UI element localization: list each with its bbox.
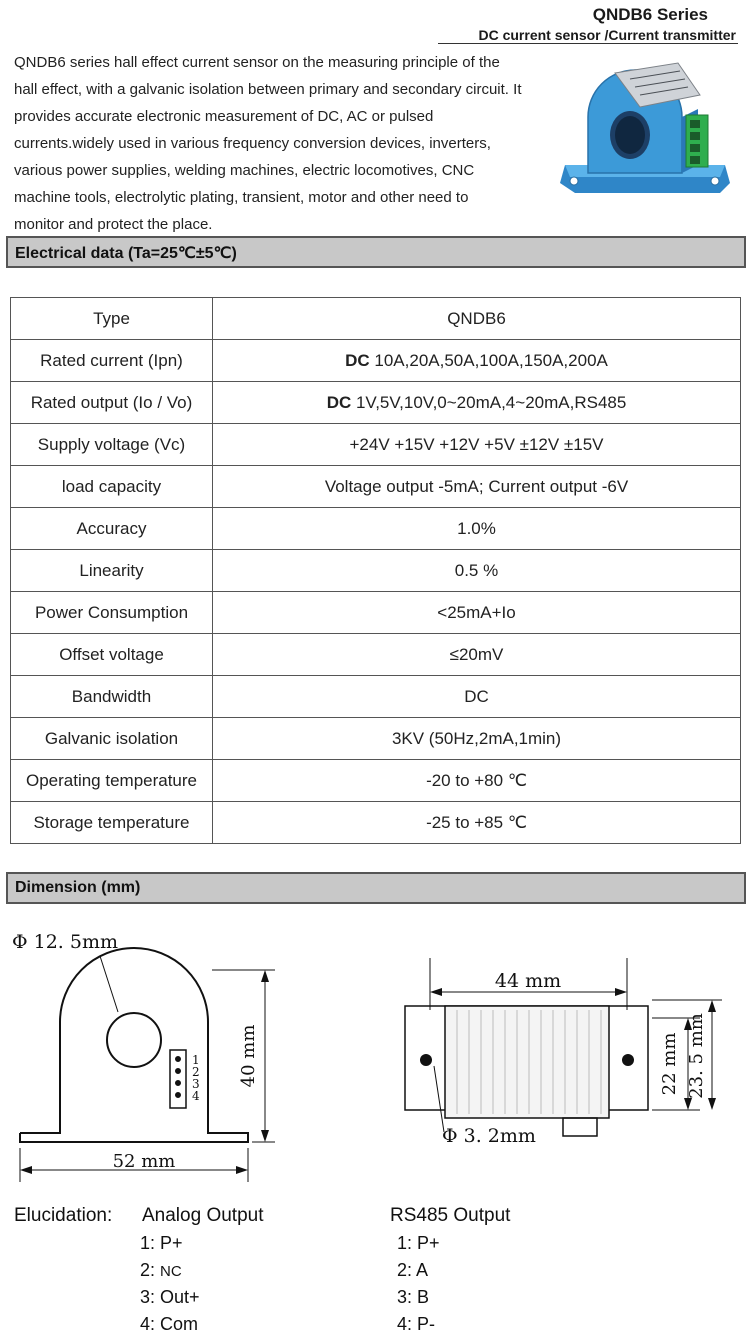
- rs485-pin-4: 4: P-: [397, 1314, 436, 1334]
- spec-row: [11, 592, 741, 634]
- spec-value: [213, 382, 741, 424]
- spec-value: [213, 298, 741, 340]
- spec-label: Operating temperature: [11, 760, 213, 802]
- spec-value-text: -20 to +80 ℃: [426, 770, 527, 790]
- spec-value-text: Voltage output -5mA; Current output -6V: [324, 476, 629, 496]
- spec-value-text: 1V,5V,10V,0~20mA,4~20mA,RS485: [351, 392, 627, 412]
- top-height-23-label: 23. 5 mm: [686, 1013, 707, 1099]
- spec-label: Galvanic isolation: [11, 718, 213, 760]
- intro-line: monitor and protect the place.: [14, 216, 213, 233]
- spec-label: Accuracy: [11, 508, 213, 550]
- intro-line: currents.widely used in various frequency conversion devices, inverters,: [14, 135, 491, 152]
- spec-label: Linearity: [11, 550, 213, 592]
- series-subtitle: DC current sensor /Current transmitter: [478, 27, 736, 43]
- rs485-pin-1: 1: P+: [397, 1233, 440, 1253]
- spec-value: [213, 508, 741, 550]
- spec-value: [213, 550, 741, 592]
- intro-line: various power supplies, welding machines, electric locomotives, CNC: [14, 162, 475, 179]
- top-view: [405, 958, 722, 1147]
- spec-prefix: DC: [345, 350, 370, 370]
- pin-label: 2: [192, 1065, 200, 1079]
- height-label: 40 mm: [238, 1024, 259, 1088]
- spec-value: [213, 340, 741, 382]
- dimension-drawing: [0, 920, 750, 1190]
- spec-label: Rated output (Io / Vo): [11, 382, 213, 424]
- spec-value: [213, 466, 741, 508]
- header-divider: [438, 43, 738, 44]
- spec-prefix: DC: [326, 392, 352, 412]
- spec-row: [11, 718, 741, 760]
- spec-row: [11, 298, 741, 340]
- spec-value-text: 3KV (50Hz,2mA,1min): [391, 728, 562, 748]
- front-view: [12, 931, 275, 1182]
- spec-value: [213, 592, 741, 634]
- spec-value-text: <25mA+Io: [437, 602, 516, 622]
- spec-value-text: 1.0%: [457, 518, 496, 538]
- spec-label: Rated current (Ipn): [11, 340, 213, 382]
- spec-label: Bandwidth: [11, 676, 213, 718]
- spec-value-text: ≤20mV: [449, 644, 504, 664]
- spec-row: [11, 466, 741, 508]
- spec-value-text: +24V +15V +12V +5V ±12V ±15V: [349, 434, 604, 454]
- pin-label: 3: [192, 1077, 200, 1091]
- spec-value: [213, 634, 741, 676]
- analog-pin-2: 2: NC: [140, 1260, 182, 1280]
- top-height-22-label: 22 mm: [659, 1032, 680, 1096]
- analog-pin-1: 1: P+: [140, 1233, 183, 1253]
- spec-label: Power Consumption: [11, 592, 213, 634]
- dimension-header: Dimension (mm): [6, 872, 746, 904]
- spec-value: [213, 802, 741, 844]
- elucidation-label: Elucidation:: [14, 1205, 113, 1226]
- spec-row: [11, 508, 741, 550]
- analog-pin-3: 3: Out+: [140, 1287, 200, 1307]
- rs485-pin-2: 2: A: [397, 1260, 429, 1280]
- pin-label: 1: [192, 1053, 200, 1067]
- mount-hole-label: Φ 3. 2mm: [442, 1125, 536, 1147]
- electrical-data-header: Electrical data (Ta=25℃±5℃): [6, 236, 746, 268]
- spec-row: [11, 802, 741, 844]
- spec-value: [213, 718, 741, 760]
- spec-row: [11, 634, 741, 676]
- intro-line: provides accurate electronic measurement of DC, AC or pulsed: [14, 108, 434, 125]
- spec-value-text: QNDB6: [447, 308, 506, 328]
- intro-line: machine tools, electrolytic plating, transient, motor and other need to: [14, 189, 469, 206]
- analog-output-title: Analog Output: [142, 1205, 264, 1226]
- spec-row: [11, 550, 741, 592]
- product-image: [560, 55, 730, 205]
- spec-row: [11, 424, 741, 466]
- series-title: QNDB6 Series: [592, 5, 708, 24]
- spec-value-text: -25 to +85 ℃: [426, 812, 527, 832]
- spec-value: [213, 760, 741, 802]
- spec-value: [213, 424, 741, 466]
- spec-label: load capacity: [11, 466, 213, 508]
- spec-row: [11, 382, 741, 424]
- hole-diameter-label: Φ 12. 5mm: [12, 931, 118, 953]
- spec-value: [213, 676, 741, 718]
- spec-row: [11, 676, 741, 718]
- spec-label: Type: [11, 298, 213, 340]
- rs485-output-title: RS485 Output: [390, 1205, 511, 1226]
- spec-row: [11, 340, 741, 382]
- top-width-label: 44 mm: [494, 970, 562, 992]
- analog-pin-4: 4: Com: [140, 1314, 199, 1334]
- intro-line: hall effect, with a galvanic isolation between primary and secondary circuit. It: [14, 81, 522, 98]
- intro-paragraph: [14, 49, 554, 238]
- width-label: 52 mm: [112, 1151, 176, 1172]
- spec-value-text: 0.5 %: [454, 560, 499, 580]
- intro-line: QNDB6 series hall effect current sensor on the measuring principle of the: [14, 54, 500, 71]
- rs485-pin-3: 3: B: [397, 1287, 430, 1307]
- spec-label: Offset voltage: [11, 634, 213, 676]
- spec-table: [10, 297, 741, 844]
- pin-label: 4: [192, 1089, 200, 1103]
- spec-label: Supply voltage (Vc): [11, 424, 213, 466]
- spec-label: Storage temperature: [11, 802, 213, 844]
- spec-value-text: 10A,20A,50A,100A,150A,200A: [369, 350, 608, 370]
- spec-value-text: DC: [464, 686, 489, 706]
- spec-row: [11, 760, 741, 802]
